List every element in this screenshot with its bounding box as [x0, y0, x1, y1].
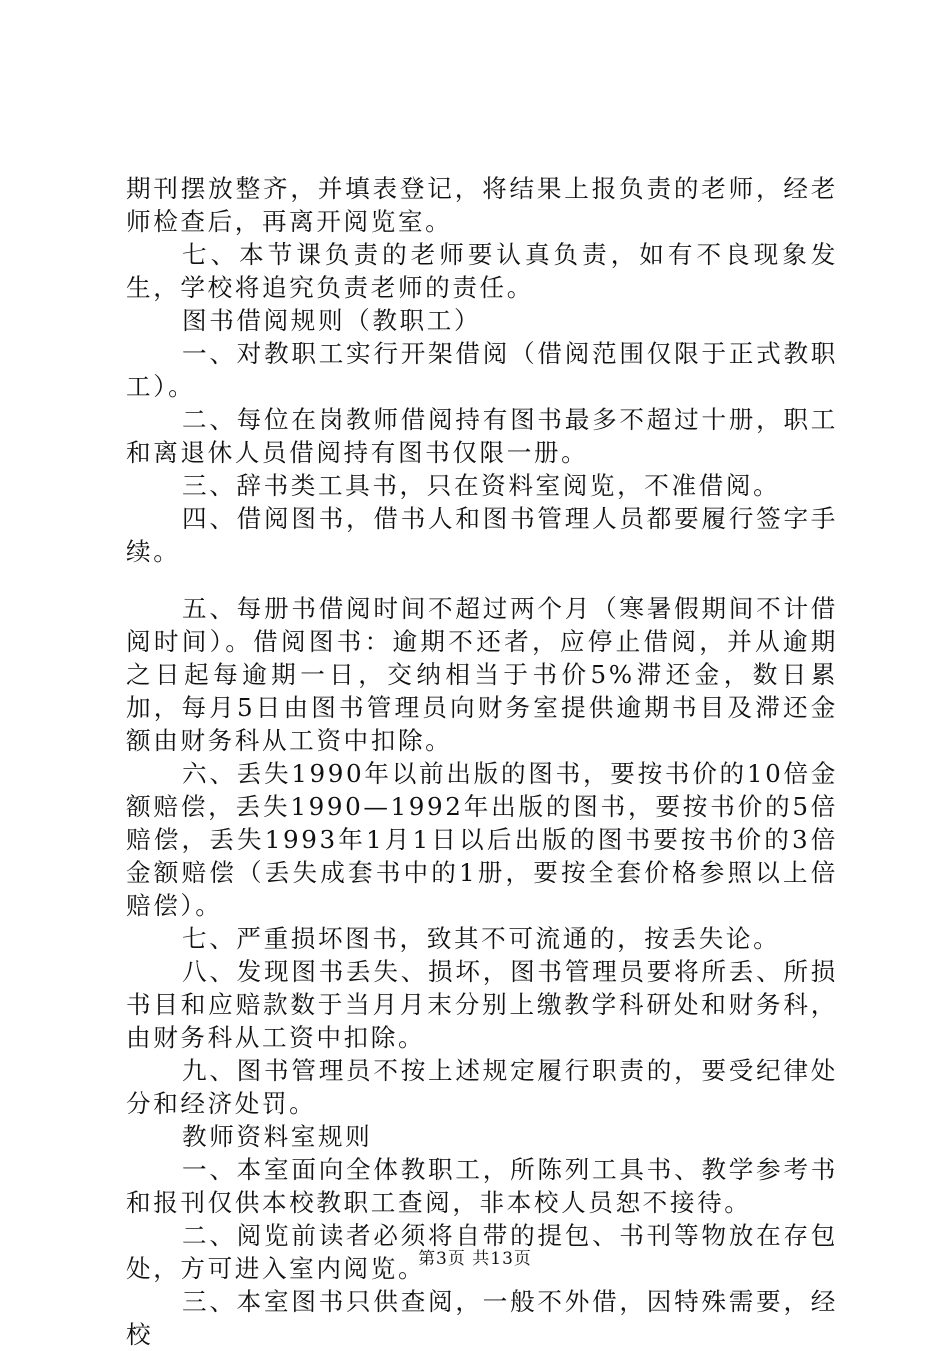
section-heading-staff-borrowing: 图书借阅规则（教职工） — [182, 306, 482, 335]
page-number-footer: 第3页 共13页 — [418, 1249, 532, 1269]
paragraph-room-rule-3: 三、本室图书只供查阅，一般不外借，因特殊需要，经校 — [126, 1287, 838, 1349]
paragraph-staff-rule-9: 九、图书管理员不按上述规定履行职责的，要受纪律处分和经济处罚。 — [126, 1056, 838, 1118]
paragraph-staff-rule-2: 二、每位在岗教师借阅持有图书最多不超过十册，职工和离退休人员借阅持有图书仅限一册。 — [126, 405, 838, 467]
paragraph-staff-rule-6: 六、丢失1990年以前出版的图书，要按书价的10倍金额赔偿，丢失1990—1992年出版的图书，要按书价的5倍赔偿，丢失1993年1月1日以后出版的图书要按书价的3倍金额赔偿（丢失成套书中的1册，要按全套价格参照以上倍赔偿）。 — [126, 759, 838, 920]
paragraph-staff-rule-3: 三、辞书类工具书，只在资料室阅览，不准借阅。 — [182, 471, 781, 500]
paragraph-staff-rule-8: 八、发现图书丢失、损坏，图书管理员要将所丢、所损书目和应赔款数于当月月末分别上缴教学科研处和财务科，由财务科从工资中扣除。 — [126, 957, 838, 1052]
paragraph-continuation: 期刊摆放整齐，并填表登记，将结果上报负责的老师，经老师检查后，再离开阅览室。 — [126, 174, 838, 236]
paragraph-staff-rule-5: 五、每册书借阅时间不超过两个月（寒暑假期间不计借阅时间）。借阅图书：逾期不还者，应停止借阅，并从逾期之日起每逾期一日，交纳相当于书价5%滞还金，数日累加，每月5日由图书管理员向财务室提供逾期书目及滞还金额由财务科从工资中扣除。 — [126, 594, 838, 755]
paragraph-staff-rule-4: 四、借阅图书，借书人和图书管理人员都要履行签字手续。 — [126, 504, 838, 566]
paragraph-rule-7-teacher: 七、本节课负责的老师要认真负责，如有不良现象发生，学校将追究负责老师的责任。 — [126, 240, 838, 302]
paragraph-room-rule-2: 二、阅览前读者必须将自带的提包、书刊等物放在存包处，方可进入室内阅览。 — [126, 1221, 838, 1283]
document-body — [126, 172, 838, 1351]
paragraph-staff-rule-1: 一、对教职工实行开架借阅（借阅范围仅限于正式教职工）。 — [126, 339, 838, 401]
paragraph-gap — [126, 568, 838, 592]
section-heading-reference-room: 教师资料室规则 — [182, 1122, 373, 1151]
paragraph-staff-rule-7: 七、严重损坏图书，致其不可流通的，按丢失论。 — [182, 924, 781, 953]
paragraph-room-rule-1: 一、本室面向全体教职工，所陈列工具书、教学参考书和报刊仅供本校教职工查阅，非本校人员恕不接待。 — [126, 1155, 838, 1217]
